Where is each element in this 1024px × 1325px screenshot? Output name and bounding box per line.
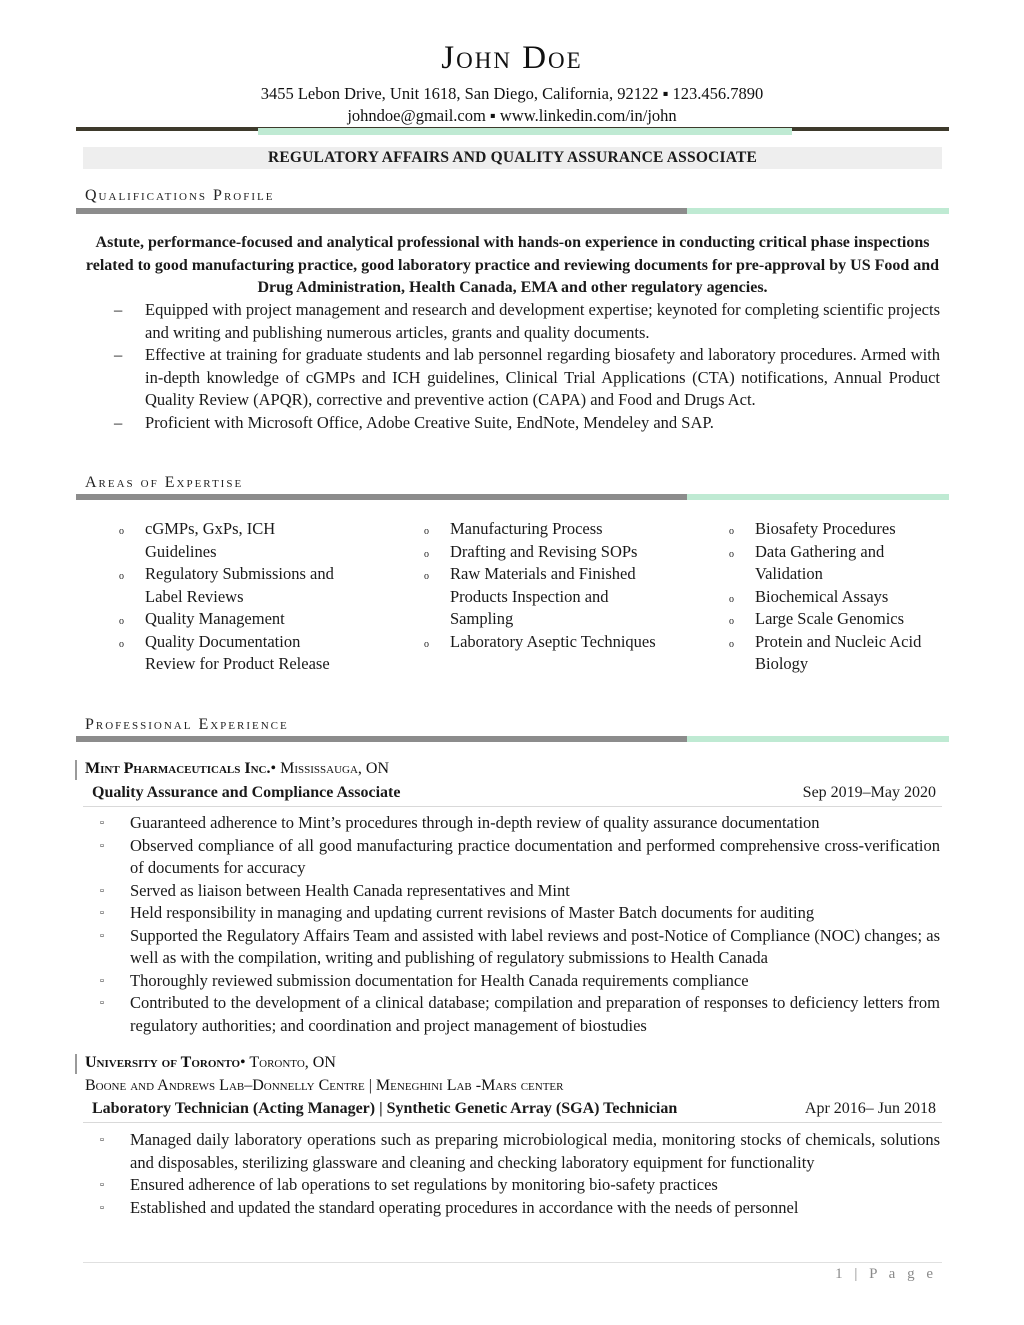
section-accent-divider — [687, 208, 949, 214]
footer-divider — [83, 1262, 942, 1263]
email-linkedin-line: johndoe@gmail.com ▪ www.linkedin.com/in/john — [347, 106, 677, 125]
circle-bullet-icon: o — [119, 571, 124, 582]
circle-bullet-icon: o — [119, 616, 124, 627]
role-title: Laboratory Technician (Acting Manager) | Synthetic Genetic Array (SGA) Technician — [92, 1100, 678, 1117]
role-row — [92, 784, 936, 802]
square-bullet-icon: ▫ — [100, 817, 104, 829]
role-divider — [83, 806, 942, 807]
section-heading-experience: Professional Experience — [85, 716, 289, 733]
employer-name: Mint Pharmaceuticals Inc. — [85, 760, 271, 777]
square-bullet-icon: ▫ — [100, 839, 104, 852]
expertise-item: o Protein and Nucleic Acid Biology — [729, 631, 922, 673]
role-divider — [83, 1122, 942, 1123]
square-bullet-icon: ▫ — [100, 884, 104, 897]
expertise-column-1 — [115, 518, 345, 676]
employer-marker — [75, 1054, 77, 1074]
job-bullet: ▫ Ensured adherence of lab operations to set regulations by monitoring bio-safety practices — [98, 1174, 940, 1197]
profile-bullet: – Effective at training for graduate students and lab personnel regarding biosafety and laboratory procedures. Armed with in-depth knowledge of cGMPs and ICH guidelines, Clinical Trial Applications (CTA) notifications, Annual Product Quality Review (APQR), corrective and preventive action (CAPA) and Food and Drugs Act. — [114, 345, 940, 409]
employer-location: • Mississauga, ON — [270, 760, 390, 777]
circle-bullet-icon: o — [729, 526, 734, 537]
role-dates: Sep 2019–May 2020 — [802, 784, 936, 801]
square-bullet-icon: ▫ — [100, 1134, 104, 1146]
square-bullet-icon: ▫ — [100, 997, 104, 1009]
employer-location: • Toronto, ON — [240, 1054, 336, 1071]
job-bullet: ▫ Held responsibility in managing and updating current revisions of Master Batch documents for auditing — [98, 902, 940, 925]
circle-bullet-icon: o — [729, 548, 734, 560]
expertise-column-3 — [725, 518, 940, 676]
job-bullet: ▫ Served as liaison between Health Canada representatives and Mint — [98, 880, 940, 903]
circle-bullet-icon: o — [119, 526, 124, 537]
section-heading-expertise: Areas of Expertise — [85, 474, 244, 491]
page-number: 1 | P a g e — [835, 1266, 937, 1282]
section-divider — [76, 494, 687, 500]
profile-summary: Astute, performance-focused and analytical professional with hands-on experience in conducting critical phase inspections related to good manufacturing practice, good laboratory practice and reviewing documents for pre-approval by US Food and Drug Administration, Health Canada, EMA and other regulatory agencies. — [85, 234, 940, 296]
dash-marker: – — [114, 300, 123, 319]
section-divider — [76, 736, 687, 742]
job-bullet: ▫ Thoroughly reviewed submission documentation for Health Canada requirements compliance — [98, 970, 940, 993]
square-bullet-icon: ▫ — [100, 907, 104, 919]
dash-marker: – — [114, 412, 123, 432]
circle-bullet-icon: o — [424, 638, 429, 650]
expertise-item: o Laboratory Aseptic Techniques — [420, 631, 660, 654]
section-heading-qualifications: Qualifications Profile — [85, 187, 275, 204]
dash-marker: – — [114, 345, 123, 364]
section-accent-divider — [687, 736, 949, 742]
square-bullet-icon: ▫ — [100, 929, 104, 942]
lab-affiliations: Boone and Andrews Lab–Donnelly Centre | Meneghini Lab -Mars center — [85, 1077, 564, 1094]
job-bullet: ▫ Guaranteed adherence to Mint’s procedures through in-depth review of quality assurance documentation — [98, 812, 940, 835]
target-job-title: REGULATORY AFFAIRS AND QUALITY ASSURANCE ASSOCIATE — [83, 147, 942, 169]
expertise-item: o Raw Materials and Finished Products Inspection and Sampling — [424, 564, 636, 628]
role-row — [92, 1100, 936, 1118]
square-bullet-icon: ▫ — [100, 1201, 104, 1214]
expertise-item: o Regulatory Submissions and Label Reviews — [119, 564, 334, 606]
circle-bullet-icon: o — [729, 616, 734, 627]
expertise-item: o cGMPs, GxPs, ICH Guidelines — [119, 519, 276, 561]
role-dates: Apr 2016– Jun 2018 — [804, 1100, 936, 1117]
job-bullet: ▫ Established and updated the standard operating procedures in accordance with the needs of personnel — [98, 1197, 940, 1220]
expertise-item: o Data Gathering and Validation — [729, 541, 885, 583]
square-bullet-icon: ▫ — [100, 974, 104, 987]
candidate-name: John Doe — [441, 40, 583, 76]
circle-bullet-icon: o — [729, 593, 734, 605]
circle-bullet-icon: o — [424, 526, 429, 537]
expertise-item: o Biosafety Procedures — [725, 518, 940, 541]
employer-name: University of Toronto — [85, 1054, 241, 1071]
header-accent-divider — [258, 128, 792, 135]
job-bullet-list — [98, 812, 940, 1037]
employer-line — [85, 760, 389, 778]
job-bullet: ▫ Managed daily laboratory operations such as preparing microbiological media, monitoring stocks of chemicals, solutions and disposables, sterilizing glassware and cleaning and checking laboratory equipment for functionality — [100, 1130, 940, 1172]
section-accent-divider — [687, 494, 949, 500]
expertise-item: o Quality Documentation Review for Product Release — [119, 631, 330, 673]
job-bullet: ▫ Contributed to the development of a clinical database; compilation and preparation of responses to deficiency letters from regulatory authorities; and coordination and project management of biostudies — [100, 993, 940, 1035]
profile-bullet: – Equipped with project management and research and development expertise; keynoted for completing scientific projects and writing and publishing numerous articles, grants and quality documents. — [114, 300, 940, 342]
expertise-item: o Manufacturing Process — [420, 518, 660, 541]
job-bullet: ▫ Observed compliance of all good manufacturing practice documentation and performed comprehensive cross-verification of documents for accuracy — [100, 835, 940, 877]
circle-bullet-icon: o — [729, 638, 734, 650]
circle-bullet-icon: o — [119, 638, 124, 650]
square-bullet-icon: ▫ — [100, 1179, 104, 1191]
expertise-column-2 — [420, 518, 660, 653]
employer-marker — [75, 760, 77, 780]
expertise-item: o Drafting and Revising SOPs — [420, 541, 660, 564]
address-phone-line: 3455 Lebon Drive, Unit 1618, San Diego, California, 92122 ▪ 123.456.7890 — [260, 84, 764, 103]
profile-bullet-list — [110, 299, 940, 434]
circle-bullet-icon: o — [424, 571, 429, 582]
role-title: Quality Assurance and Compliance Associate — [92, 784, 401, 801]
job-bullet-list — [98, 1129, 940, 1219]
expertise-item: o Quality Management — [115, 608, 345, 631]
employer-line — [85, 1054, 336, 1072]
circle-bullet-icon: o — [424, 548, 429, 560]
section-divider — [76, 208, 687, 214]
expertise-item: o Large Scale Genomics — [725, 608, 940, 631]
expertise-item: o Biochemical Assays — [725, 586, 940, 609]
profile-bullet: – Proficient with Microsoft Office, Adobe Creative Suite, EndNote, Mendeley and SAP. — [110, 412, 940, 435]
job-bullet: ▫ Supported the Regulatory Affairs Team and assisted with label reviews and post-Notice of Compliance (NOC) changes; as well as with the compilation, writing and publishing of regulatory submissions to Health Canada — [100, 925, 940, 967]
